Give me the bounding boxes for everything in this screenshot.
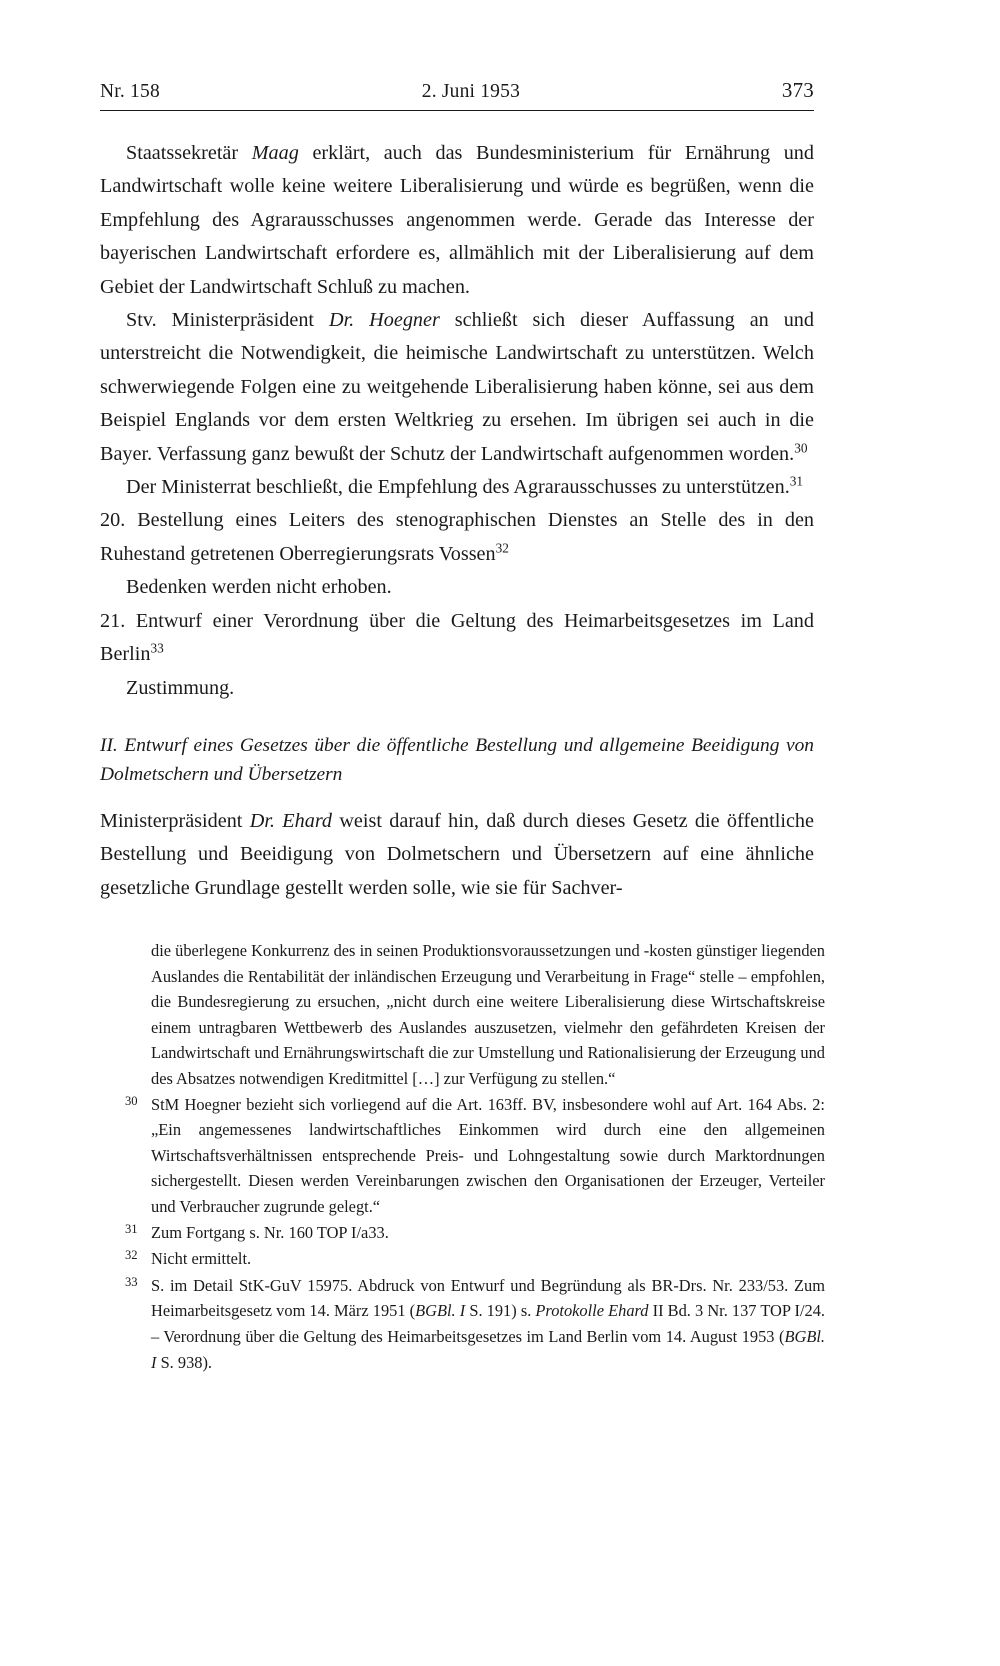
footnote-32 (125, 1246, 825, 1273)
para-lead-in: Stv. Ministerpräsident (126, 309, 329, 332)
paragraph-bedenken: Bedenken werden nicht erhoben. (126, 576, 392, 599)
agenda-item-21 (100, 605, 814, 672)
para-text: weist darauf hin, daß durch dieses Gesetz die öffentliche Bestellung und Beeidigung von Dolmetschern und Übersetzern auf eine ähnliche gesetzliche Grundlage gestellt werden solle, wie sie für Sachver- (100, 809, 814, 899)
footnote-marker-32: 32 (125, 1248, 138, 1263)
para-text: Der Ministerrat beschließt, die Empfehlung des Agrarausschusses zu unterstützen. (126, 476, 790, 499)
paragraph-ministerrat-beschluss (100, 471, 814, 504)
footnote-ref-30[interactable]: 30 (794, 439, 808, 455)
para-text: schließt sich dieser Auffassung an und unterstreicht die Notwendigkeit, die heimische Landwirtschaft zu unterstützen. Welch schwerwiegende Folgen eine zu weitgehende Liberalisierung haben könne, sei aus dem Beispiel Englands vor dem ersten Weltkrieg zu ersehen. Im übrigen sei auch in die Bayer. Verfassung ganz bewußt der Schutz der Landwirtschaft aufgenommen worden. (100, 309, 814, 465)
agenda-item-20 (100, 504, 814, 571)
footnote-area (125, 938, 825, 1375)
running-head-date: 2. Juni 1953 (421, 81, 521, 102)
agenda-item-20-text: 20. Bestellung eines Leiters des stenographischen Dienstes an Stelle des in den Ruhestand getretenen Oberregierungsrats Vossen (100, 509, 814, 565)
page-number: 373 (781, 78, 814, 102)
paragraph-hoegner (100, 304, 814, 471)
footnote-marker-31: 31 (125, 1221, 138, 1236)
footnote-marker-33: 33 (125, 1274, 138, 1289)
running-head-number: Nr. 158 (100, 81, 160, 102)
running-head (100, 78, 814, 111)
section-heading-ii: II. Entwurf eines Gesetzes über die öffentliche Bestellung und allgemeine Beeidigung von Dolmetschern und Übersetzern (100, 734, 814, 785)
body-text (100, 137, 814, 905)
footnote-ref-32[interactable]: 32 (495, 540, 509, 556)
footnote-31 (125, 1220, 825, 1247)
footnote-33 (125, 1273, 825, 1375)
para-lead-in: Staatssekretär (126, 142, 252, 164)
footnote-text: die überlegene Konkurrenz des in seinen Produktionsvoraussetzungen und -kosten günstiger liegenden Auslandes die Rentabilität der inländischen Erzeugung und Verarbeitung in Frage“ stelle – empfohlen, die Bundesregierung zu ersuchen, „nicht durch eine weitere Liberalisierung diese Wirtschaftskreise einem untragbaren Wettbewerb des Auslandes auszusetzen, vielmehr den gefährdeten Kreisen der Landwirtschaft und Ernährungswirtschaft die zur Umstellung und Rationalisierung der Erzeugung und des Absatzes notwendigen Kreditmittel […] zur Verfügung zu stellen.“ (151, 941, 825, 1088)
agenda-item-21-text: 21. Entwurf einer Verordnung über die Geltung des Heimarbeitsgesetzes im Land Berlin (100, 609, 814, 666)
footnote-ref-33[interactable]: 33 (150, 640, 164, 656)
footnote-marker (125, 938, 151, 1092)
paragraph-ehard (100, 805, 814, 905)
person-name-maag: Maag (251, 142, 299, 164)
paragraph-zustimmung: Zustimmung. (126, 676, 235, 699)
footnote-marker-30: 30 (125, 1093, 138, 1108)
para-lead-in: Ministerpräsident (100, 809, 250, 832)
footnote-30 (125, 1092, 825, 1220)
footnote-text-32: Nicht ermittelt. (151, 1249, 252, 1269)
para-text: erklärt, auch das Bundesministerium für Ernährung und Landwirtschaft wolle keine weitere Liberalisierung und würde es begrüßen, wenn die Empfehlung des Agrarausschusses angenommen werde. Gerade das Interesse der bayerischen Landwirtschaft erfordere es, allmählich mit der Liberalisierung auf dem Gebiet der Landwirtschaft Schluß zu machen. (100, 142, 814, 298)
footnote-text-30: StM Hoegner bezieht sich vorliegend auf die Art. 163ff. BV, insbesondere wohl auf Art. 164 Abs. 2: „Ein angemessenes landwirtschaftliches Einkommen wird durch eine den allgemeinen Wirtschaftsverhältnissen entsprechende Preis- und Lohngestaltung sowie durch Marktordnungen sichergestellt. Diesen werden Vereinbarungen zwischen den Organisationen der Erzeuger, Verteiler und Verbraucher zugrunde gelegt.“ (151, 1094, 825, 1216)
person-name-ehard: Dr. Ehard (249, 809, 333, 832)
footnote-text-33: S. im Detail StK-GuV 15975. Abdruck von Entwurf und Begründung als BR-Drs. Nr. 233/53. Zum Heimarbeitsgesetz vom 14. März 1951 (BGBl. I S. 191) s. Protokolle Ehard II Bd. 3 Nr. 137 TOP I/24. – Verordnung über die Geltung des Heimarbeitsgesetzes im Land Berlin vom 14. August 1953 (BGBl. I S. 938). (151, 1275, 826, 1372)
paragraph-maag (100, 137, 814, 304)
footnote-ref-31[interactable]: 31 (789, 473, 804, 489)
person-name-hoegner: Dr. Hoegner (328, 309, 440, 332)
footnote-text-31: Zum Fortgang s. Nr. 160 TOP I/a33. (151, 1222, 389, 1242)
footnote-continued (125, 938, 825, 1092)
